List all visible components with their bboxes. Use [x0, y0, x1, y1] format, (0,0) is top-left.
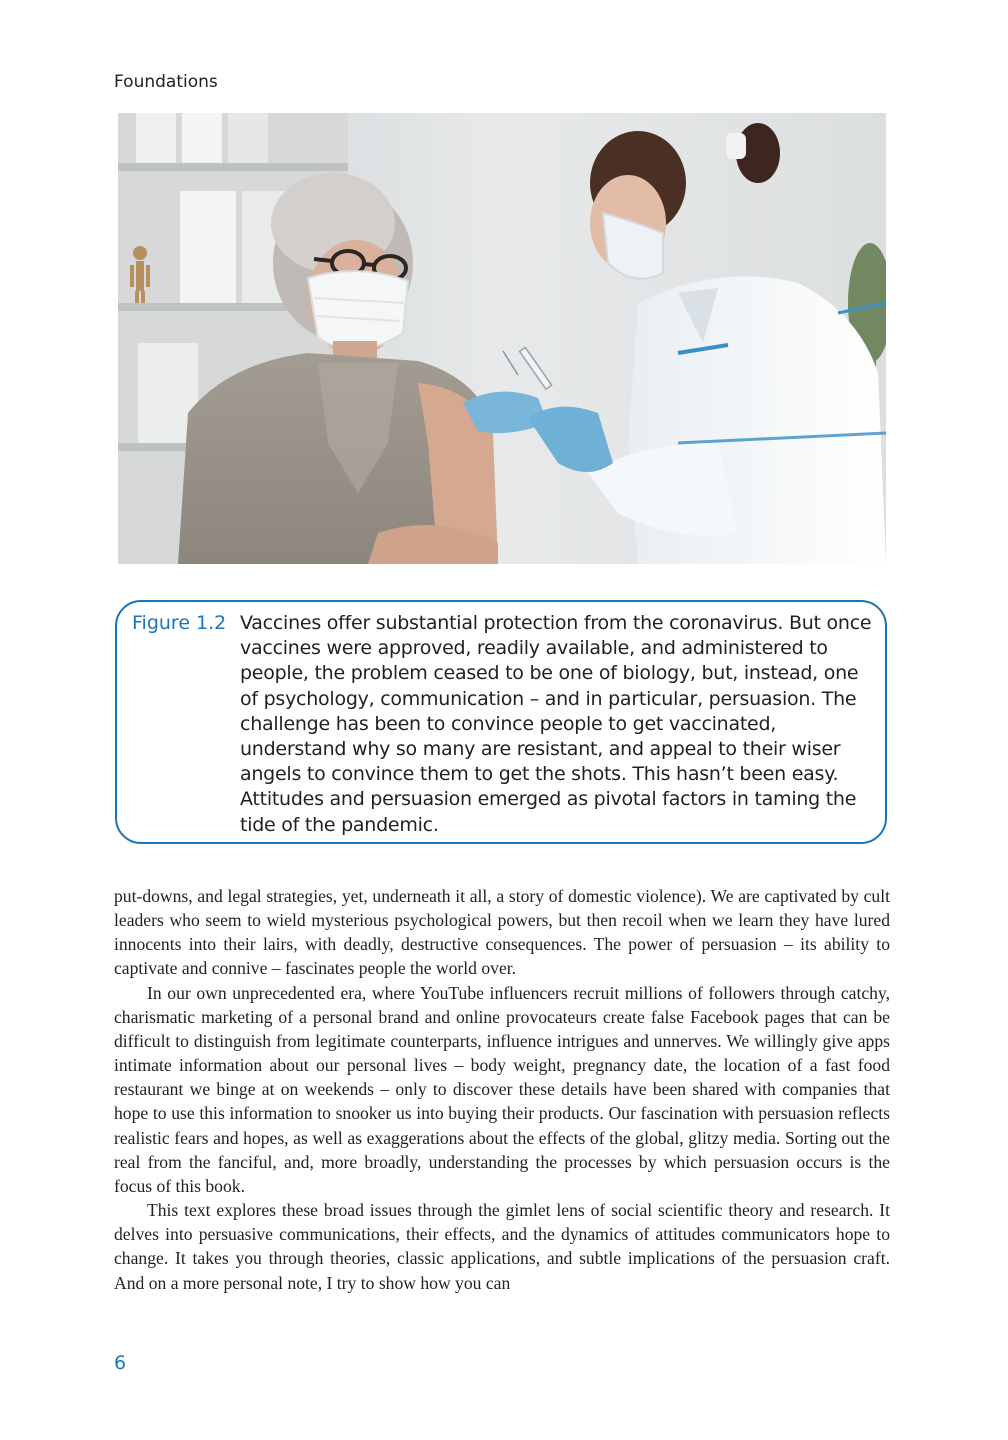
figure-caption-text: Vaccines offer substantial protection from the coronavirus. But once vaccines were approved, readily available, and administered to people, the problem ceased to be one of biology, but, instead, one of psychology, communication – and in particular, persuasion. The challenge has been to convince people to get vaccinated, understand why so many are resistant, and appeal to their wiser angels to convince them to get the shots. This hasn’t been easy. Attitudes and persuasion emerged as pivotal factors in taming the tide of the pandemic. [240, 612, 872, 836]
figure-label: Figure 1.2 [132, 612, 227, 634]
body-text [114, 884, 890, 1295]
figure-caption-box [115, 600, 887, 844]
body-paragraph: This text explores these broad issues through the gimlet lens of social scientific theory and research. It delves into persuasive communications, their effects, and the dynamics of attitudes communicators hope to change. It takes you through theories, classic applications, and subtle implications of the persuasion craft. And on a more personal note, I try to show how you can [114, 1200, 890, 1293]
page-number: 6 [114, 1352, 127, 1374]
figure-photo-vaccination [118, 113, 886, 564]
body-paragraph: put-downs, and legal strategies, yet, underneath it all, a story of domestic violence). We are captivated by cult leaders who seem to wield mysterious psychological powers, but then recoil when we learn they have lured innocents into their lairs, with deadly, destructive consequences. The power of persuasion – its ability to captivate and connive – fascinates people the world over. [114, 886, 890, 979]
running-head: Foundations [114, 72, 218, 92]
body-paragraph: In our own unprecedented era, where YouTube influencers recruit millions of followers through catchy, charismatic marketing of a personal brand and online provocateurs create false Facebook pages that can be difficult to distinguish from legitimate counterparts, influence intrigues and unnerves. We willingly give apps intimate information about our personal lives – body weight, pregnancy date, the location of a fast food restaurant we binge at on weekends – only to discover these details have been shared with companies that hope to use this information to snooker us into buying their products. Our fascination with persuasion reflects realistic fears and hopes, as well as exaggerations about the effects of the global, glitzy media. Sorting out the real from the fanciful, and, more broadly, understanding the processes by which persuasion occurs is the focus of this book. [114, 982, 890, 1196]
